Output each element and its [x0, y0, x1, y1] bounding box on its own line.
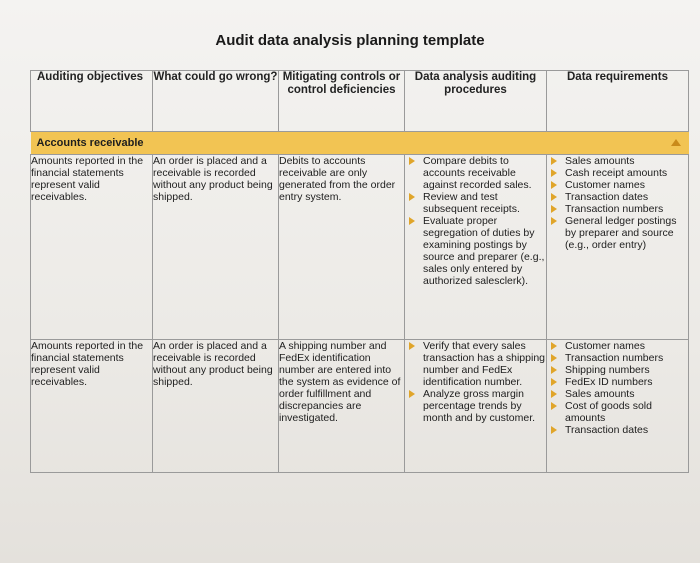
list-item: Verify that every sales transaction has a shipping number and FedEx identification number. — [405, 340, 546, 388]
cell-procedures — [405, 340, 547, 473]
list-item: Cost of goods sold amounts — [547, 400, 688, 424]
header-row — [31, 71, 689, 132]
table-row — [31, 155, 689, 340]
cell-controls: A shipping number and FedEx identification number are entered into the system as evidence of order fulfillment and discrepancies are investigated. — [279, 340, 405, 473]
list-item: Cash receipt amounts — [547, 167, 688, 179]
cell-objective: Amounts reported in the financial statements represent valid receivables. — [31, 340, 153, 473]
list-item: Customer names — [547, 179, 688, 191]
page-title: Audit data analysis planning template — [215, 32, 485, 49]
list-item: General ledger postings by preparer and source (e.g., order entry) — [547, 215, 688, 251]
header-what-could-go-wrong: What could go wrong? — [153, 71, 279, 132]
cell-what-could-go-wrong: An order is placed and a receivable is recorded without any product being shipped. — [153, 340, 279, 473]
header-data-requirements: Data requirements — [547, 71, 689, 132]
list-item: FedEx ID numbers — [547, 376, 688, 388]
list-item: Sales amounts — [547, 155, 688, 167]
list-item: Transaction dates — [547, 191, 688, 203]
section-accounts-receivable — [31, 132, 689, 155]
procedures-list — [405, 340, 546, 424]
list-item: Compare debits to accounts receivable against recorded sales. — [405, 155, 546, 191]
cell-what-could-go-wrong: An order is placed and a receivable is recorded without any product being shipped. — [153, 155, 279, 340]
list-item: Analyze gross margin percentage trends by month and by customer. — [405, 388, 546, 424]
section-label: Accounts receivable — [36, 137, 144, 149]
header-auditing-objectives: Auditing objectives — [31, 71, 153, 132]
list-item: Transaction numbers — [547, 203, 688, 215]
list-item: Transaction numbers — [547, 352, 688, 364]
header-mitigating-controls: Mitigating controls or control deficiencies — [279, 71, 405, 132]
header-data-analysis-procedures: Data analysis auditing procedures — [405, 71, 547, 132]
cell-requirements — [547, 155, 689, 340]
list-item: Sales amounts — [547, 388, 688, 400]
list-item: Shipping numbers — [547, 364, 688, 376]
cell-objective: Amounts reported in the financial statements represent valid receivables. — [31, 155, 153, 340]
cell-controls: Debits to accounts receivable are only generated from the order entry system. — [279, 155, 405, 340]
planning-table — [30, 70, 689, 473]
list-item: Customer names — [547, 340, 688, 352]
list-item: Transaction dates — [547, 424, 688, 436]
list-item: Evaluate proper segregation of duties by examining postings by source and preparer (e.g., sales only entered by authorized salesclerk). — [405, 215, 546, 287]
triangle-marker-icon — [671, 139, 681, 146]
requirements-list — [547, 155, 688, 251]
cell-requirements — [547, 340, 689, 473]
procedures-list — [405, 155, 546, 287]
table-row — [31, 340, 689, 473]
requirements-list — [547, 340, 688, 436]
cell-procedures — [405, 155, 547, 340]
section-row — [31, 132, 689, 155]
list-item: Review and test subsequent receipts. — [405, 191, 546, 215]
